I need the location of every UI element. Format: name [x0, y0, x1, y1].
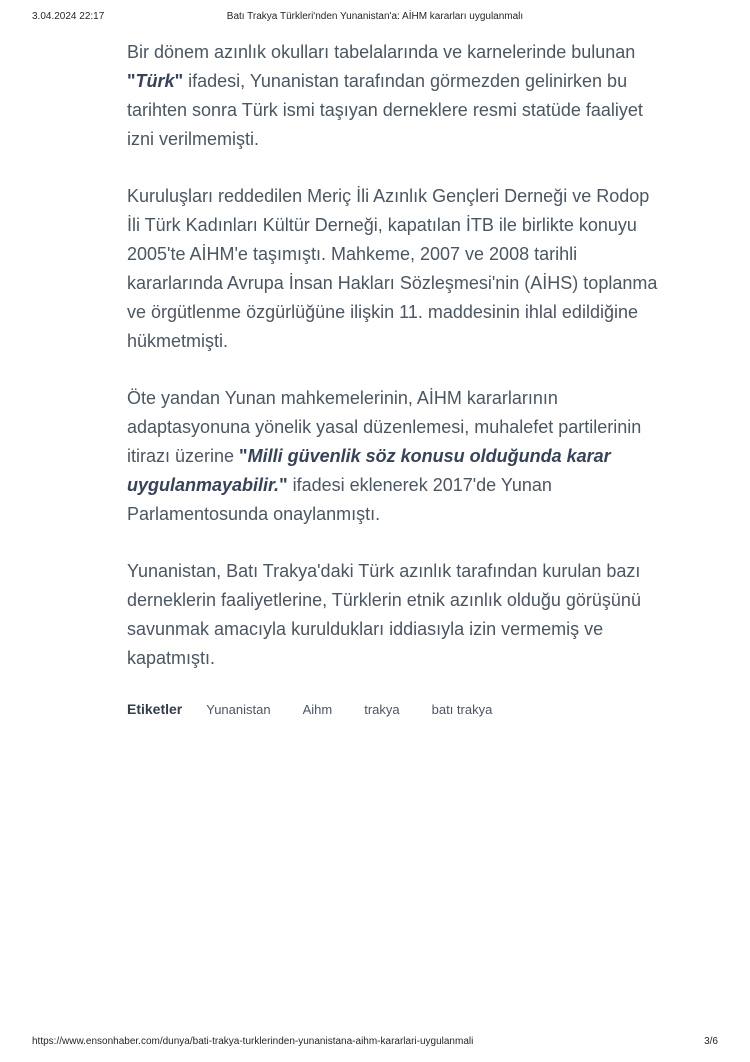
emphasized-phrase: Türk	[135, 71, 175, 91]
tags-row	[127, 701, 667, 717]
tag-link-aihm[interactable]: Aihm	[302, 702, 333, 717]
paragraph-1-text: Bir dönem azınlık okulları tabelalarında ve karnelerinde bulunan	[127, 42, 636, 62]
tag-link-yunanistan[interactable]: Yunanistan	[206, 702, 271, 717]
quote-close: "	[279, 475, 288, 495]
quote-open: "	[127, 71, 136, 91]
paragraph-1-text: ifadesi, Yunanistan tarafından görmezden gelinirken bu tarihten sonra Türk ismi taşıyan derneklere resmi statüde faaliyet izni verilmemişti.	[127, 71, 643, 149]
print-date: 3.04.2024 22:17	[32, 11, 105, 22]
quote-open: "	[239, 446, 248, 466]
paragraph-2-text: Kuruluşları reddedilen Meriç İli Azınlık Gençleri Derneği ve Rodop İli Türk Kadınları Kültür Derneği, kapatılan İTB ile birlikte konuyu 2005'te AİHM'e taşımıştı. Mahkeme, 2007 ve 2008 tarihli kararlarında Avrupa İnsan Hakları Sözleşmesi'nin (AİHS) toplanma ve örgütlenme özgürlüğüne ilişkin 11. maddesinin ihlal edildiğine hükmetmişti.	[127, 186, 658, 351]
paragraph-2	[127, 182, 667, 356]
tags-label: Etiketler	[127, 701, 183, 717]
paragraph-3-text: ifadesi eklenerek 2017'de Yunan Parlamentosunda onaylanmıştı.	[127, 475, 552, 524]
print-title: Batı Trakya Türkleri'nden Yunanistan'a: AİHM kararları uygulanmalı	[226, 11, 524, 22]
page-number: 3/6	[704, 1036, 718, 1047]
paragraph-1	[127, 38, 667, 154]
paragraph-4	[127, 557, 667, 673]
article-body	[127, 38, 667, 717]
tag-link-trakya[interactable]: trakya	[364, 702, 400, 717]
tag-link-bati-trakya[interactable]: batı trakya	[431, 702, 493, 717]
paragraph-3	[127, 384, 667, 529]
quote-close: "	[174, 71, 184, 91]
paragraph-3-text: Öte yandan Yunan mahkemelerinin, AİHM kararlarının adaptasyonuna yönelik yasal düzenlemesi, muhalefet partilerinin itirazı üzerine	[127, 388, 642, 466]
emphasized-phrase: Milli güvenlik söz konusu olduğunda karar uygulanmayabilir.	[127, 446, 611, 495]
print-footer	[32, 1035, 718, 1048]
source-url: https://www.ensonhaber.com/dunya/bati-trakya-turklerinden-yunanistana-aihm-kararlari-uygulanmali	[32, 1036, 474, 1047]
paragraph-4-text: Yunanistan, Batı Trakya'daki Türk azınlık tarafından kurulan bazı derneklerin faaliyetlerine, Türklerin etnik azınlık olduğu görüşünü savunmak amacıyla kuruldukları iddiasıyla izin vermemiş ve kapatmıştı.	[127, 561, 641, 668]
print-header	[32, 10, 718, 24]
